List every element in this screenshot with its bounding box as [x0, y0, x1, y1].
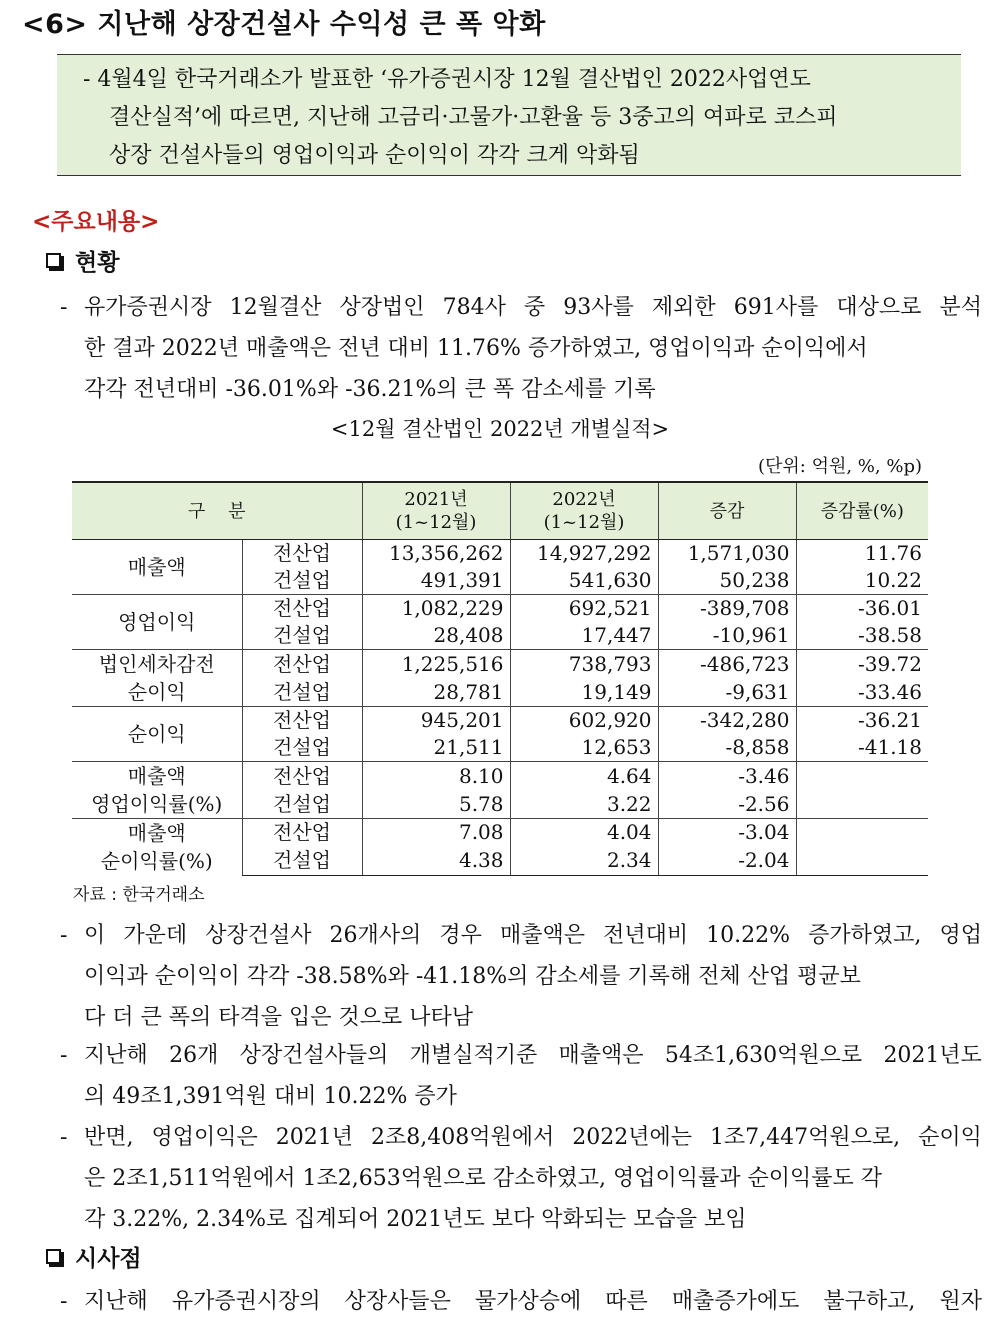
table-row [72, 595, 928, 623]
row-industry: 전산업 [242, 707, 362, 735]
cell-2022: 4.64 [510, 762, 658, 791]
cell-change: 50,238 [658, 567, 796, 595]
cell-rate: 10.22 [796, 567, 928, 595]
paragraph-line: 각 3.22%, 2.34%로 집계되어 2021년도 보다 악화되는 모습을 보임 [84, 1207, 747, 1232]
cell-2022: 692,521 [510, 595, 658, 623]
summary-line: 결산실적’에 따르면, 지난해 고금리·고물가·고환율 등 3중고의 여파로 코스피 [109, 105, 838, 130]
cell-2021: 4.38 [362, 847, 510, 875]
cell-rate: -39.72 [796, 650, 928, 679]
bullet-dash: - [60, 1289, 68, 1314]
paragraph-line: 반면, 영업이익은 2021년 2조8,408억원에서 2022년에는 1조7,447억원으로, 순이익 [84, 1125, 982, 1150]
header-2021: 2021년 (1~12월) [362, 482, 510, 540]
table-row [72, 762, 928, 791]
row-category: 영업이익 [72, 595, 242, 650]
cell-2022: 12,653 [510, 734, 658, 762]
cell-2021: 28,781 [362, 678, 510, 707]
cell-change: -3.04 [658, 819, 796, 847]
cell-rate [796, 819, 928, 847]
cell-change: -2.04 [658, 847, 796, 875]
row-industry: 건설업 [242, 734, 362, 762]
cell-change: -8,858 [658, 734, 796, 762]
cell-rate: -36.21 [796, 707, 928, 735]
cell-change: 1,571,030 [658, 540, 796, 568]
cell-2021: 491,391 [362, 567, 510, 595]
cell-change: -389,708 [658, 595, 796, 623]
cell-2021: 7.08 [362, 819, 510, 847]
cell-rate: -33.46 [796, 678, 928, 707]
cell-change: -9,631 [658, 678, 796, 707]
section-status [46, 244, 119, 277]
cell-2021: 8.10 [362, 762, 510, 791]
checkbox-bullet-icon [46, 1249, 61, 1264]
cell-2022: 541,630 [510, 567, 658, 595]
main-content-heading: <주요내용> [32, 209, 160, 235]
row-category: 매출액 [72, 540, 242, 595]
section-implications [46, 1240, 142, 1273]
row-industry: 건설업 [242, 567, 362, 595]
cell-2022: 3.22 [510, 790, 658, 819]
cell-2022: 14,927,292 [510, 540, 658, 568]
row-category: 매출액 영업이익률(%) [72, 762, 242, 819]
summary-box [57, 54, 961, 176]
paragraph-line: 의 49조1,391억원 대비 10.22% 증가 [84, 1084, 457, 1109]
paragraph-line: 각각 전년대비 -36.01%와 -36.21%의 큰 폭 감소세를 기록 [84, 377, 656, 402]
paragraph-line: 유가증권시장 12월결산 상장법인 784사 중 93사를 제외한 691사를 대상으로 분석 [84, 295, 982, 320]
paragraph-line: 은 2조1,511억원에서 1조2,653억원으로 감소하였고, 영업이익률과 순이익률도 각 [84, 1166, 882, 1191]
paragraph-implications [60, 1281, 982, 1322]
cell-rate: -41.18 [796, 734, 928, 762]
cell-2021: 13,356,262 [362, 540, 510, 568]
cell-2022: 602,920 [510, 707, 658, 735]
cell-2021: 21,511 [362, 734, 510, 762]
table-row [72, 707, 928, 735]
row-industry: 건설업 [242, 790, 362, 819]
paragraph-line: 지난해 유가증권시장의 상장사들은 물가상승에 따른 매출증가에도 불구하고, 원자 [84, 1289, 982, 1314]
row-category: 매출액 순이익률(%) [72, 819, 242, 876]
paragraph-construction [60, 915, 982, 1038]
cell-2021: 945,201 [362, 707, 510, 735]
cell-2022: 738,793 [510, 650, 658, 679]
paragraph-line: 이익과 순이익이 각각 -38.58%와 -41.18%의 감소세를 기록해 전체 산업 평균보 [84, 964, 861, 989]
page-title: <6> 지난해 상장건설사 수익성 큰 폭 악화 [22, 9, 546, 40]
cell-change: -2.56 [658, 790, 796, 819]
cell-change: -3.46 [658, 762, 796, 791]
table-source: 자료 : 한국거래소 [73, 885, 205, 905]
row-industry: 건설업 [242, 622, 362, 650]
table-unit: (단위: 억원, %, %p) [758, 456, 922, 477]
cell-2021: 1,225,516 [362, 650, 510, 679]
header-rate: 증감률(%) [796, 482, 928, 540]
cell-rate: 11.76 [796, 540, 928, 568]
header-change: 증감 [658, 482, 796, 540]
cell-rate: -38.58 [796, 622, 928, 650]
header-2022: 2022년 (1~12월) [510, 482, 658, 540]
cell-rate [796, 790, 928, 819]
checkbox-bullet-icon [46, 253, 61, 268]
row-industry: 전산업 [242, 762, 362, 791]
cell-rate: -36.01 [796, 595, 928, 623]
paragraph-line: 이 가운데 상장건설사 26개사의 경우 매출액은 전년대비 10.22% 증가하였고, 영업 [84, 923, 982, 948]
row-industry: 건설업 [242, 847, 362, 875]
paragraph-line: 한 결과 2022년 매출액은 전년 대비 11.76% 증가하였고, 영업이익과 순이익에서 [84, 336, 868, 361]
cell-rate [796, 762, 928, 791]
paragraph-line: 다 더 큰 폭의 타격을 입은 것으로 나타남 [84, 1005, 473, 1030]
cell-change: -486,723 [658, 650, 796, 679]
cell-rate [796, 847, 928, 875]
row-industry: 전산업 [242, 595, 362, 623]
row-industry: 전산업 [242, 819, 362, 847]
cell-2022: 2.34 [510, 847, 658, 875]
header-category: 구 분 [72, 482, 362, 540]
section-title: 시사점 [75, 1246, 142, 1272]
table-row [72, 819, 928, 847]
table-row [72, 540, 928, 568]
bullet-dash: - [60, 1125, 68, 1150]
row-industry: 전산업 [242, 650, 362, 679]
paragraph-profit [60, 1117, 982, 1240]
cell-2022: 4.04 [510, 819, 658, 847]
bullet-dash: - [60, 295, 68, 320]
cell-2021: 28,408 [362, 622, 510, 650]
table-caption: <12월 결산법인 2022년 개별실적> [330, 417, 670, 441]
results-table [72, 481, 928, 876]
summary-line: 상장 건설사들의 영업이익과 순이익이 각각 크게 악화됨 [109, 143, 640, 168]
row-category: 순이익 [72, 707, 242, 762]
cell-2021: 1,082,229 [362, 595, 510, 623]
cell-2022: 17,447 [510, 622, 658, 650]
cell-change: -10,961 [658, 622, 796, 650]
bullet-dash: - [60, 923, 68, 948]
cell-change: -342,280 [658, 707, 796, 735]
paragraph-line: 지난해 26개 상장건설사들의 개별실적기준 매출액은 54조1,630억원으로 2021년도 [84, 1043, 982, 1068]
cell-2021: 5.78 [362, 790, 510, 819]
paragraph-status [60, 287, 982, 410]
cell-2022: 19,149 [510, 678, 658, 707]
section-title: 현황 [75, 250, 120, 276]
summary-line: - 4월4일 한국거래소가 발표한 ‘유가증권시장 12월 결산법인 2022사업연도 [83, 67, 811, 92]
table-row [72, 650, 928, 679]
row-category: 법인세차감전 순이익 [72, 650, 242, 707]
row-industry: 건설업 [242, 678, 362, 707]
row-industry: 전산업 [242, 540, 362, 568]
bullet-dash: - [60, 1043, 68, 1068]
paragraph-revenue [60, 1035, 982, 1117]
